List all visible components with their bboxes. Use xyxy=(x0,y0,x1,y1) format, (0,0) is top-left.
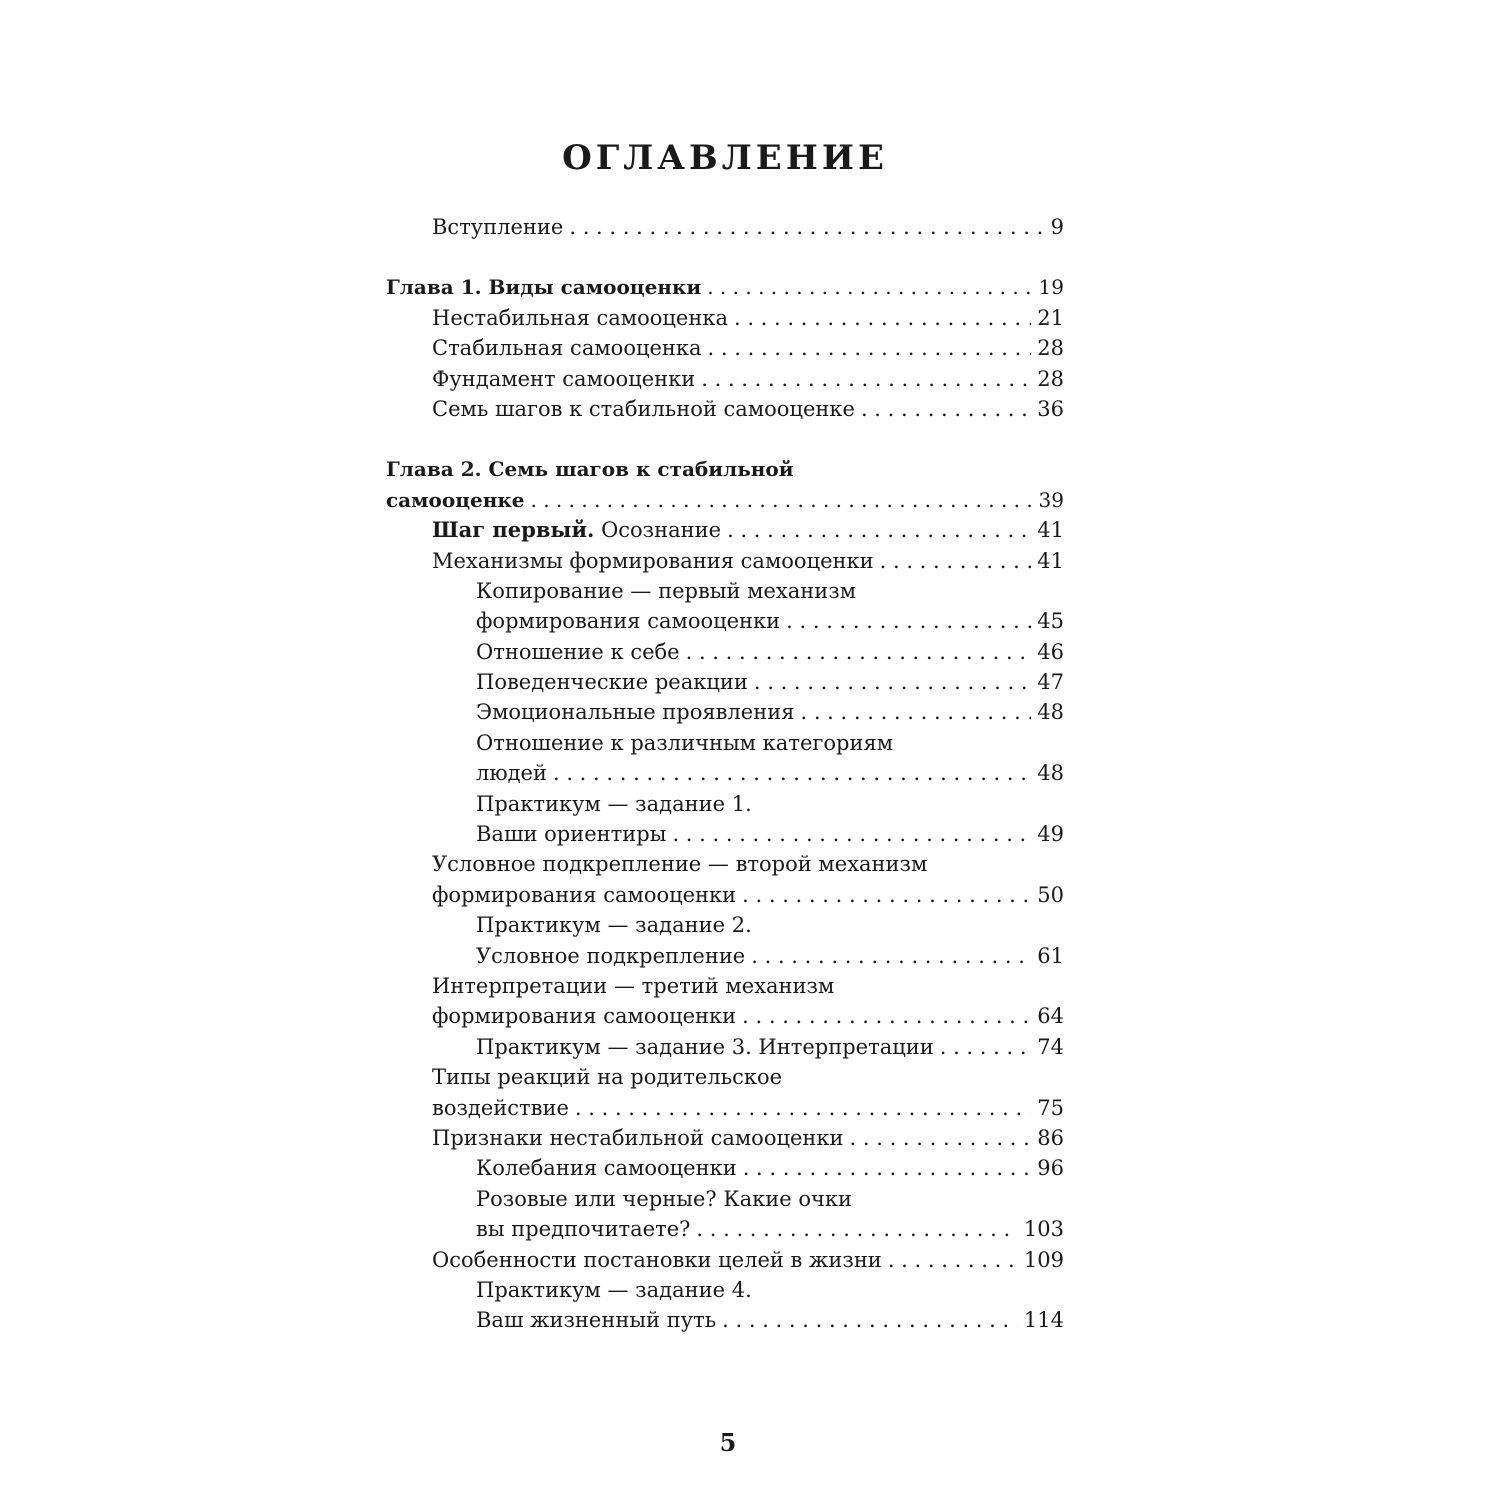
toc-entry-title: Особенности постановки целей в жизни xyxy=(432,1247,882,1272)
toc-page-number: 96 xyxy=(1037,1156,1064,1181)
toc-page-number: 28 xyxy=(1037,336,1064,361)
table-of-contents xyxy=(386,212,1064,1336)
toc-entry[interactable] xyxy=(386,303,1064,333)
toc-page-number: 36 xyxy=(1037,396,1064,421)
toc-entry-title-cont: Ваш жизненный путь xyxy=(476,1308,717,1333)
toc-entry-title: Условное подкрепление — второй механизм xyxy=(432,852,928,877)
dot-leader xyxy=(531,485,1033,515)
dot-leader xyxy=(722,1305,1018,1335)
toc-entry-title: Осознание xyxy=(601,518,722,543)
toc-page-number: 75 xyxy=(1037,1095,1064,1120)
toc-entry-title: Типы реакций на родительское xyxy=(432,1065,783,1090)
toc-entry[interactable] xyxy=(386,1153,1064,1183)
dot-leader xyxy=(861,394,1031,424)
toc-page-number: 86 xyxy=(1037,1125,1064,1150)
toc-page-number: 41 xyxy=(1037,548,1064,573)
toc-entry[interactable] xyxy=(386,546,1064,576)
dot-leader xyxy=(727,515,1031,545)
toc-entry-title: Отношение к различным категориям xyxy=(476,730,894,755)
dot-leader xyxy=(754,667,1031,697)
toc-entry[interactable] xyxy=(386,394,1064,424)
dot-leader xyxy=(672,819,1031,849)
dot-leader xyxy=(734,303,1031,333)
toc-entry-title: Практикум — задание 2. xyxy=(476,913,752,938)
toc-page-number: 48 xyxy=(1037,761,1064,786)
toc-page-number: 9 xyxy=(1050,215,1064,239)
toc-entry-title: Практикум — задание 3. Интерпретации xyxy=(476,1034,934,1059)
toc-entry-title: Практикум — задание 4. xyxy=(476,1277,752,1302)
toc-entry-title: Глава 2. Семь шагов к стабильной xyxy=(386,457,794,482)
toc-entry-title: Семь шагов к стабильной самооценке xyxy=(432,396,855,421)
toc-entry-title-cont: вы предпочитаете? xyxy=(476,1217,691,1242)
toc-page-number: 47 xyxy=(1037,670,1064,695)
toc-entry[interactable] xyxy=(386,576,1064,637)
toc-entry-title: Признаки нестабильной самооценки xyxy=(432,1125,844,1150)
toc-entry-title: Розовые или черные? Какие очки xyxy=(476,1186,852,1211)
toc-entry-title: Эмоциональные проявления xyxy=(476,700,795,725)
toc-entry[interactable] xyxy=(386,667,1064,697)
toc-page-number: 21 xyxy=(1037,305,1064,330)
dot-leader xyxy=(800,697,1031,727)
dot-leader xyxy=(880,546,1032,576)
dot-leader xyxy=(940,1032,1032,1062)
dot-leader xyxy=(742,1001,1031,1031)
toc-entry-title: Поведенческие реакции xyxy=(476,670,748,695)
toc-entry-intro[interactable] xyxy=(386,212,1064,242)
toc-page-number: 28 xyxy=(1037,366,1064,391)
toc-page-number: 61 xyxy=(1037,943,1064,968)
toc-entry-title: Стабильная самооценка xyxy=(432,336,702,361)
toc-entry[interactable] xyxy=(386,637,1064,667)
dot-leader xyxy=(686,637,1032,667)
toc-page-number: 39 xyxy=(1038,487,1064,512)
toc-page-number: 50 xyxy=(1037,882,1064,907)
dot-leader xyxy=(708,333,1032,363)
toc-entry-title: Колебания самооценки xyxy=(476,1156,737,1181)
toc-entry-title: Глава 1. Виды самооценки xyxy=(386,275,702,300)
dot-leader xyxy=(707,272,1032,302)
toc-entry-title: Отношение к себе xyxy=(476,639,680,664)
toc-entry[interactable] xyxy=(386,789,1064,850)
toc-entry-title-cont: самооценке xyxy=(386,487,525,512)
dot-leader xyxy=(553,758,1031,788)
toc-entry[interactable] xyxy=(386,1245,1064,1275)
toc-entry[interactable] xyxy=(386,910,1064,971)
toc-entry[interactable] xyxy=(386,971,1064,1032)
toc-entry-title: Интерпретации — третий механизм xyxy=(432,973,835,998)
toc-page-number: 19 xyxy=(1038,275,1064,300)
dot-leader xyxy=(701,364,1031,394)
toc-entry-title-cont: формирования самооценки xyxy=(432,882,737,907)
toc-entry-title: Механизмы формирования самооценки xyxy=(432,548,874,573)
dot-leader xyxy=(742,880,1031,910)
dot-leader xyxy=(575,1093,1031,1123)
toc-entry-title: Практикум — задание 1. xyxy=(476,791,752,816)
toc-entry-title: Фундамент самооценки xyxy=(432,366,696,391)
toc-entry[interactable] xyxy=(386,333,1064,363)
dot-leader xyxy=(743,1153,1032,1183)
toc-page-number: 74 xyxy=(1037,1034,1064,1059)
toc-entry[interactable] xyxy=(386,1123,1064,1153)
toc-entry[interactable] xyxy=(386,1184,1064,1245)
dot-leader xyxy=(751,941,1031,971)
dot-leader xyxy=(850,1123,1032,1153)
step-label: Шаг первый. xyxy=(432,517,595,543)
dot-leader xyxy=(786,606,1031,636)
toc-entry-title-cont: формирования самооценки xyxy=(432,1004,737,1029)
dot-leader xyxy=(569,212,1044,242)
page-number-folio: 5 xyxy=(719,1428,737,1457)
toc-page-number: 48 xyxy=(1037,700,1064,725)
toc-entry-chapter-1[interactable] xyxy=(386,272,1064,302)
toc-entry-chapter-2[interactable] xyxy=(386,454,1064,515)
toc-entry-title-cont: Условное подкрепление xyxy=(476,943,746,968)
toc-page-number: 45 xyxy=(1037,609,1064,634)
toc-entry[interactable] xyxy=(386,1062,1064,1123)
toc-page-number: 49 xyxy=(1037,822,1064,847)
toc-entry[interactable] xyxy=(386,1275,1064,1336)
toc-entry[interactable] xyxy=(386,697,1064,727)
toc-page-number: 46 xyxy=(1037,639,1064,664)
toc-entry[interactable] xyxy=(386,1032,1064,1062)
toc-entry-title: Вступление xyxy=(432,215,564,239)
toc-entry-title-cont: Ваши ориентиры xyxy=(476,822,667,847)
dot-leader xyxy=(696,1214,1018,1244)
toc-entry-title: Копирование — первый механизм xyxy=(476,578,857,603)
toc-page-number: 114 xyxy=(1023,1308,1064,1333)
toc-entry-step-1[interactable] xyxy=(386,515,1064,545)
toc-entry[interactable] xyxy=(386,728,1064,789)
toc-entry[interactable] xyxy=(386,364,1064,394)
toc-page-number: 41 xyxy=(1037,518,1064,543)
dot-leader xyxy=(888,1245,1018,1275)
toc-entry-title-cont: воздействие xyxy=(432,1095,569,1120)
toc-entry[interactable] xyxy=(386,849,1064,910)
toc-page-number: 103 xyxy=(1023,1217,1064,1242)
toc-page-number: 109 xyxy=(1023,1247,1064,1272)
toc-entry-title: Нестабильная самооценка xyxy=(432,305,728,330)
toc-page-number: 64 xyxy=(1037,1004,1064,1029)
toc-entry-title-cont: формирования самооценки xyxy=(476,609,781,634)
toc-entry-title-cont: людей xyxy=(476,761,547,786)
page-title: ОГЛАВЛЕНИЕ xyxy=(562,138,888,178)
